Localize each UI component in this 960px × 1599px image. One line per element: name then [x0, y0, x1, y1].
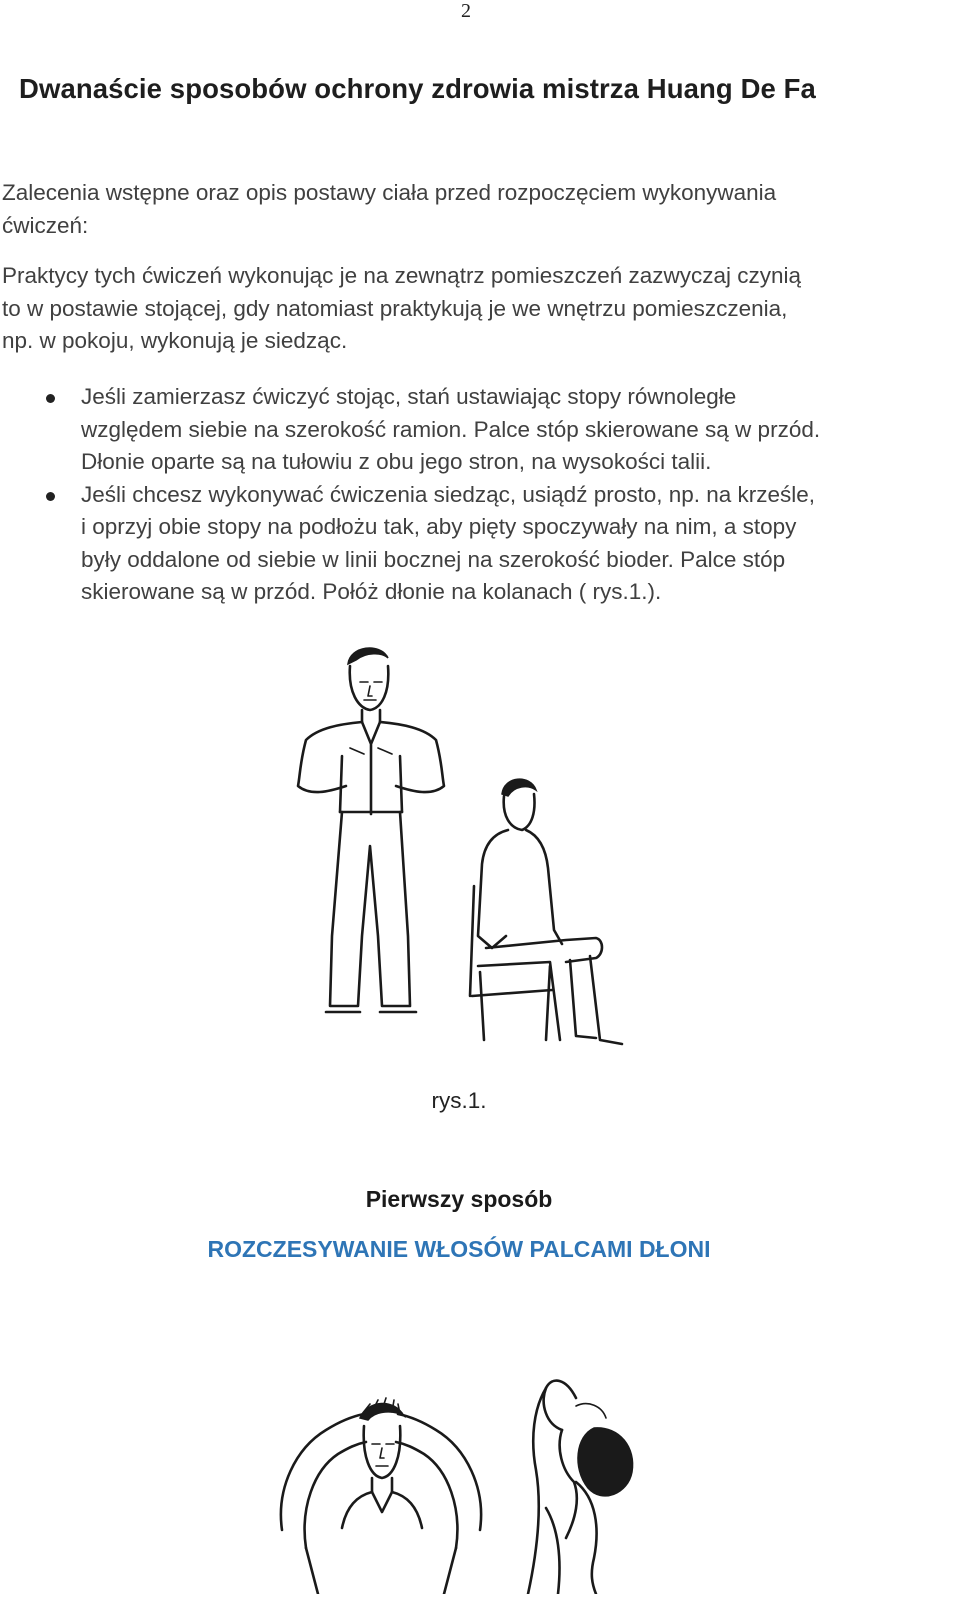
bullet-icon — [46, 394, 55, 403]
bullet-1-line-2: względem siebie na szerokość ramion. Palce stóp skierowane są w przód. — [81, 416, 821, 442]
bullet-icon — [46, 492, 55, 501]
intro-line-2: to w postawie stojącej, gdy natomiast praktykują je we wnętrzu pomieszczenia, — [2, 295, 788, 321]
front-view-figure — [281, 1398, 481, 1594]
list-item — [2, 381, 947, 479]
bullet-1-line-3: Dłonie oparte są na tułowiu z obu jego stron, na wysokości talii. — [81, 449, 712, 474]
intro-heading-line-1: Zalecenia wstępne oraz opis postawy ciała przed rozpoczęciem wykonywania — [2, 180, 777, 205]
figure-hair-combing-illustration — [276, 1378, 656, 1594]
figure-1-caption: rys.1. — [431, 1088, 487, 1113]
side-view-figure — [528, 1381, 633, 1594]
page-title: Dwanaście sposobów ochrony zdrowia mistrza Huang De Fa — [19, 73, 816, 104]
bullet-2-line-1: Jeśli chcesz wykonywać ćwiczenia siedząc, usiądź prosto, np. na krześle, — [81, 481, 816, 507]
intro-heading — [2, 177, 947, 242]
seated-figure — [470, 779, 622, 1044]
bullet-2-line-2: i oprzyj obie stopy na podłożu tak, aby pięty spoczywały na nim, a stopy — [81, 514, 797, 539]
bullet-2-line-4: skierowane są w przód. Połóż dłonie na kolanach ( rys.1.). — [81, 579, 662, 604]
list-item — [2, 479, 947, 609]
intro-line-3: np. w pokoju, wykonują je siedząc. — [2, 328, 348, 353]
page-number: 2 — [461, 0, 471, 22]
instruction-list — [2, 381, 947, 609]
intro-paragraph — [2, 260, 947, 358]
bullet-2-line-3: były oddalone od siebie w linii bocznej na szerokość bioder. Palce stóp — [81, 546, 786, 572]
figure-posture-illustration — [270, 636, 640, 1076]
intro-heading-line-2: ćwiczeń: — [2, 212, 89, 238]
section-subtitle: ROZCZESYWANIE WŁOSÓW PALCAMI DŁONI — [207, 1236, 711, 1262]
bullet-1-line-1: Jeśli zamierzasz ćwiczyć stojąc, stań ustawiając stopy równoległe — [81, 384, 737, 409]
standing-figure — [298, 648, 444, 1012]
section-title: Pierwszy sposób — [365, 1186, 553, 1212]
intro-line-1: Praktycy tych ćwiczeń wykonując je na zewnątrz pomieszczeń zazwyczaj czynią — [2, 263, 802, 288]
